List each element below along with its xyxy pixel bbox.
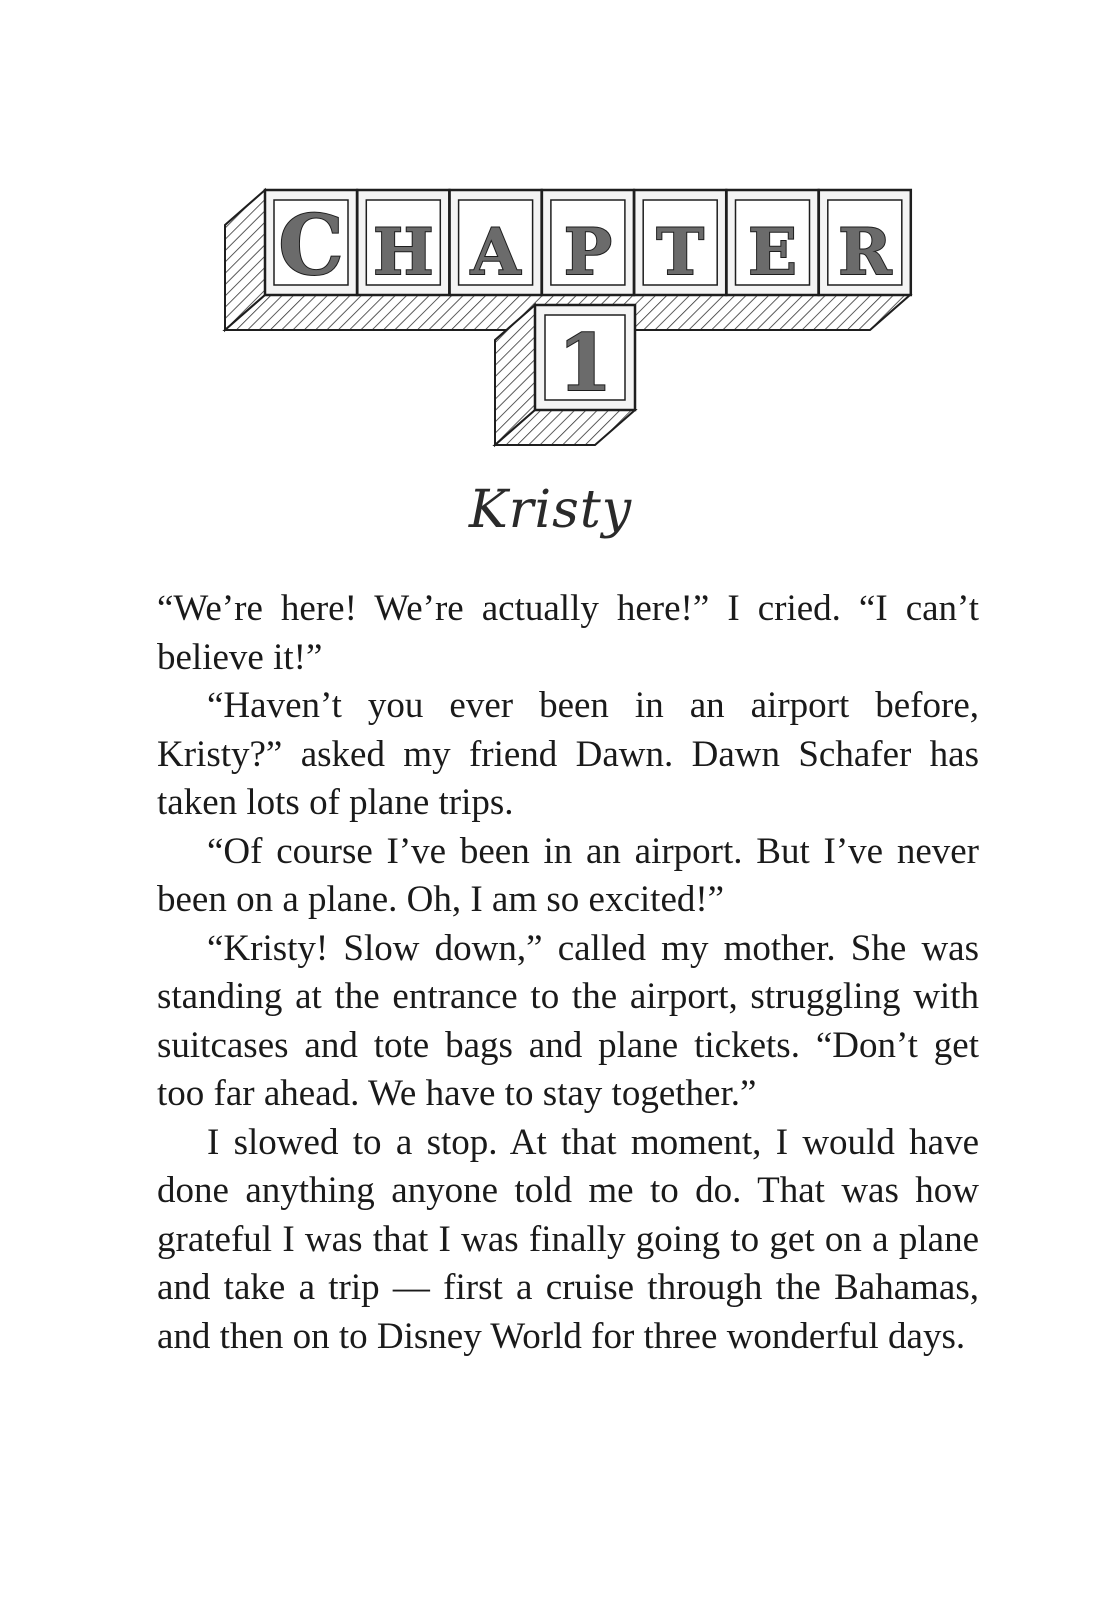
paragraph: I slowed to a stop. At that moment, I would have done anything anyone told me to do. That was how grateful I was that I was finally going to get on a plane and take a trip — first a cruise through the Bahamas, and then on to Disney World for three wonderful days. [157, 1121, 979, 1357]
paragraph: “Of course I’ve been in an airport. But I’ve never been on a plane. Oh, I am so excited!” [157, 830, 979, 920]
letter-block [727, 190, 819, 295]
paragraph: “Kristy! Slow down,” called my mother. She was standing at the entrance to the airport, struggling with suitcases and tote bags and plane tickets. “Don’t get too far ahead. We have to stay together.” [157, 927, 979, 1114]
letter-block [450, 190, 542, 295]
letter-block [819, 190, 911, 295]
paragraph: “Haven’t you ever been in an airport before, Kristy?” asked my friend Dawn. Dawn Schafer has taken lots of plane trips. [157, 685, 979, 823]
chapter-letter: H [373, 215, 434, 290]
chapter-heading [0, 0, 1101, 470]
letter-block [542, 190, 634, 295]
letter-block [357, 190, 449, 295]
chapter-letter: C [278, 198, 344, 294]
letter-block [265, 190, 357, 295]
story-text [157, 585, 979, 1361]
chapter-number: 1 [557, 318, 613, 409]
chapter-letter: E [748, 215, 797, 290]
chapter-letter: P [563, 215, 612, 290]
chapter-number-block [535, 305, 635, 410]
letter-block [634, 190, 726, 295]
chapter-letter: T [656, 215, 705, 290]
chapter-letter-blocks [265, 190, 911, 295]
paragraph: “We’re here! We’re actually here!” I cried. “I can’t believe it!” [157, 588, 979, 678]
narrator-name: Kristy [468, 480, 633, 540]
chapter-letter: A [470, 215, 521, 290]
chapter-letter: R [838, 215, 892, 290]
